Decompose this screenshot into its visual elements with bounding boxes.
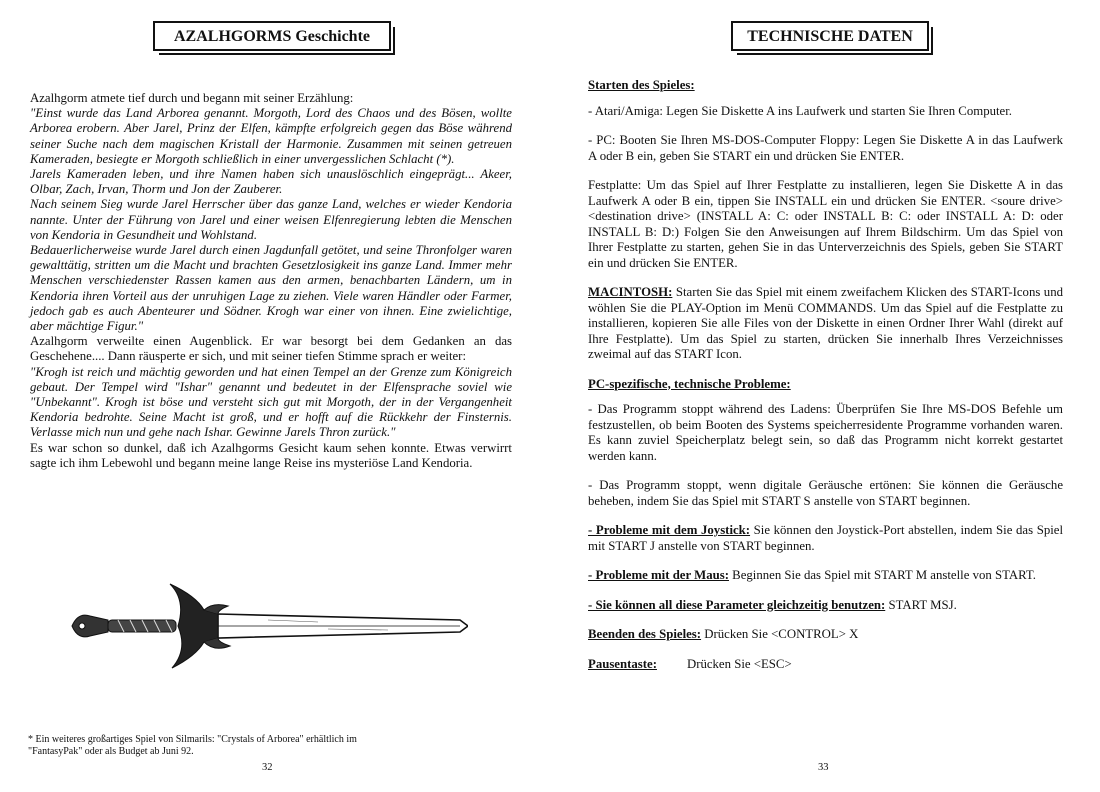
parameters-text: START MSJ. bbox=[885, 597, 957, 612]
parameters-label: - Sie können all diese Parameter gleichzeitig benutzen: bbox=[588, 597, 886, 612]
story-paragraph: Nach seinem Sieg wurde Jarel Herrscher über das ganze Land, welches er wieder Kendoria nannte. Unter der Führung von Jarel und einer weisen Elfenregierung lebten die Menschen von Kendoria in Gesundheit und Wohlstand. bbox=[30, 197, 512, 242]
tech-title: TECHNISCHE DATEN bbox=[731, 21, 929, 51]
right-page bbox=[550, 0, 1100, 792]
pc-problems-heading: PC-spezifische, technische Probleme: bbox=[588, 376, 791, 391]
problem-sound: - Das Programm stoppt, wenn digitale Geräusche ertönen: Sie können die Geräusche beheben, indem Sie das Spiel mit START S anstelle von START beginnen. bbox=[588, 478, 1063, 508]
story-paragraph: Es war schon so dunkel, daß ich Azalhgorms Gesicht kaum sehen konnte. Etwas verwirrt sagte ich ihm Lebewohl und begann meine lange Reise ins mysteriöse Land Kendoria. bbox=[30, 440, 512, 470]
mac-label: MACINTOSH: bbox=[588, 285, 673, 299]
mouse-text: Beginnen Sie das Spiel mit START M anstelle von START. bbox=[728, 568, 1036, 582]
story-paragraph: Azalhgorm atmete tief durch und begann mit seiner Erzählung: bbox=[30, 91, 354, 105]
story-paragraph: Bedauerlicherweise wurde Jarel durch einen Jagdunfall getötet, und seine Thronfolger waren gewalttätig, stritten um die Macht und brachten Gesetzlosigkeit ins ganze Land. Immer mehr Menschen verschiedenster Rassen kamen aus den armen, benachbarten Ländern, um in Kendoria ihren Vorteil aus der unruhigen Lage zu ziehen. Viele waren Händler oder Farmer, jedoch gab es auch Abenteurer und Södner. Krogh war einer von ihnen. Eine zwielichtige, aber mächtige Figur." bbox=[30, 243, 512, 334]
quit-text: Drücken Sie <CONTROL> X bbox=[701, 627, 859, 641]
joystick-label: - Probleme mit dem Joystick: bbox=[588, 523, 751, 537]
atari-instructions: - Atari/Amiga: Legen Sie Diskette A ins Laufwerk und starten Sie Ihren Computer. bbox=[588, 103, 1012, 118]
mouse-label: - Probleme mit der Maus: bbox=[588, 568, 729, 582]
story-paragraph: Azalhgorm verweilte einen Augenblick. Er war besorgt bei dem Gedanken an das Geschehene.... Dann räusperte er sich, und mit seiner tiefen Stimme sprach er weiter: bbox=[30, 334, 512, 364]
quit-label: Beenden des Spieles: bbox=[588, 627, 702, 641]
footnote: * Ein weiteres großartiges Spiel von Silmarils: "Crystals of Arborea" erhältlich im "FantasyPak" oder als Budget ab Juni 92. bbox=[28, 734, 357, 757]
problem-mouse bbox=[588, 568, 1063, 584]
problem-joystick bbox=[588, 523, 1063, 554]
harddisk-instructions: Festplatte: Um das Spiel auf Ihrer Festplatte zu installieren, legen Sie Diskette A in das Laufwerk A oder B ein, tippen Sie INSTALL ein und drücken Sie ENTER. <soure drive> <destination drive> (INSTALL A: C: oder INSTALL B: C: oder INSTALL A: D: oder INSTALL B: D:) Folgen Sie den Anweisungen auf Ihrem Bildschirm. Um das Spiel von Ihrer Festplatte zu starten, gehen Sie in das Unterverzeichnis des Spiels, geben Sie START ein und drücken Sie ENTER. bbox=[588, 178, 1063, 270]
joystick-text: Sie können den Joystick-Port abstellen, indem Sie das Spiel mit START J anstelle von START beginnen. bbox=[588, 523, 1064, 553]
story-text bbox=[30, 91, 512, 471]
story-paragraph: "Einst wurde das Land Arborea genannt. Morgoth, Lord des Chaos und des Bösen, wollte Arborea erobern. Aber Jarel, Prinz der Elfen, kämpfte erfolgreich gegen das Böse während seiner Suche nach dem magischen Kristall der Harmonie. Zusammen mit seinen getreuen Kameraden, besiegte er Morgoth schließlich in einer unvergesslichen Schlacht (*). bbox=[30, 106, 512, 166]
parameters bbox=[588, 598, 1063, 614]
quit-game bbox=[588, 627, 1063, 643]
start-heading: Starten des Spieles: bbox=[588, 78, 695, 92]
tech-text bbox=[588, 78, 1063, 686]
story-paragraph: "Krogh ist reich und mächtig geworden und hat einen Tempel an der Grenze zum Königreich gebaut. Der Tempel wird "Ishar" genannt und bedeutet in der Elfensprache soviel wie "Unbekannt". Krogh ist böse und versteht sich gut mit Morgoth, der in der Vergangenheit Kendoria bedrohte. Seine Macht ist groß, und er hofft auf die Rückkehr der Finsternis. Verlasse mich nun und gehe nach Ishar. Gewinne Jarels Thron zurück." bbox=[30, 364, 512, 440]
page-number-left: 32 bbox=[262, 762, 273, 773]
pause-label: Pausentaste: bbox=[588, 656, 657, 671]
pause-text: Drücken Sie <ESC> bbox=[686, 656, 792, 671]
pc-instructions: - PC: Booten Sie Ihren MS-DOS-Computer Floppy: Legen Sie Diskette A in das Laufwerk A oder B ein, geben Sie START ein und drücken Sie ENTER. bbox=[588, 133, 1063, 163]
mac-text: Starten Sie das Spiel mit einem zweifachem Klicken des START-Icons und wöhlen Sie die PLAY-Option im Menü COMMANDS. Um das Spiel auf die Festplatte zu installieren, kopieren Sie alle Files von der Diskette in einen Ordner Ihrer Wahl (direkt auf Ihre Festplatte). Um das Spiel zu starten, drücken Sie innerhalb Ihres Verzeichnisses zweimal auf das START Icon. bbox=[588, 285, 1063, 361]
page-number-right: 33 bbox=[818, 762, 829, 773]
mac-instructions bbox=[588, 285, 1063, 363]
problem-loading: - Das Programm stoppt während des Ladens: Überprüfen Sie Ihre MS-DOS Befehle um festzustellen, ob beim Booten des Systems speicherresidente Programme vorhanden waren. Es kann zuviel Speicherplatz belegt sein, so daß das Programm nicht korrekt gestartet werden kann. bbox=[588, 402, 1063, 463]
story-paragraph: Jarels Kameraden leben, und ihre Namen haben sich unauslöschlich eingeprägt... Akeer, Olbar, Zach, Irvan, Thorm und Jon der Zauberer. bbox=[30, 167, 512, 197]
sword-illustration bbox=[68, 580, 468, 670]
story-title: AZALHGORMS Geschichte bbox=[153, 21, 391, 51]
pause-key bbox=[588, 657, 1063, 673]
